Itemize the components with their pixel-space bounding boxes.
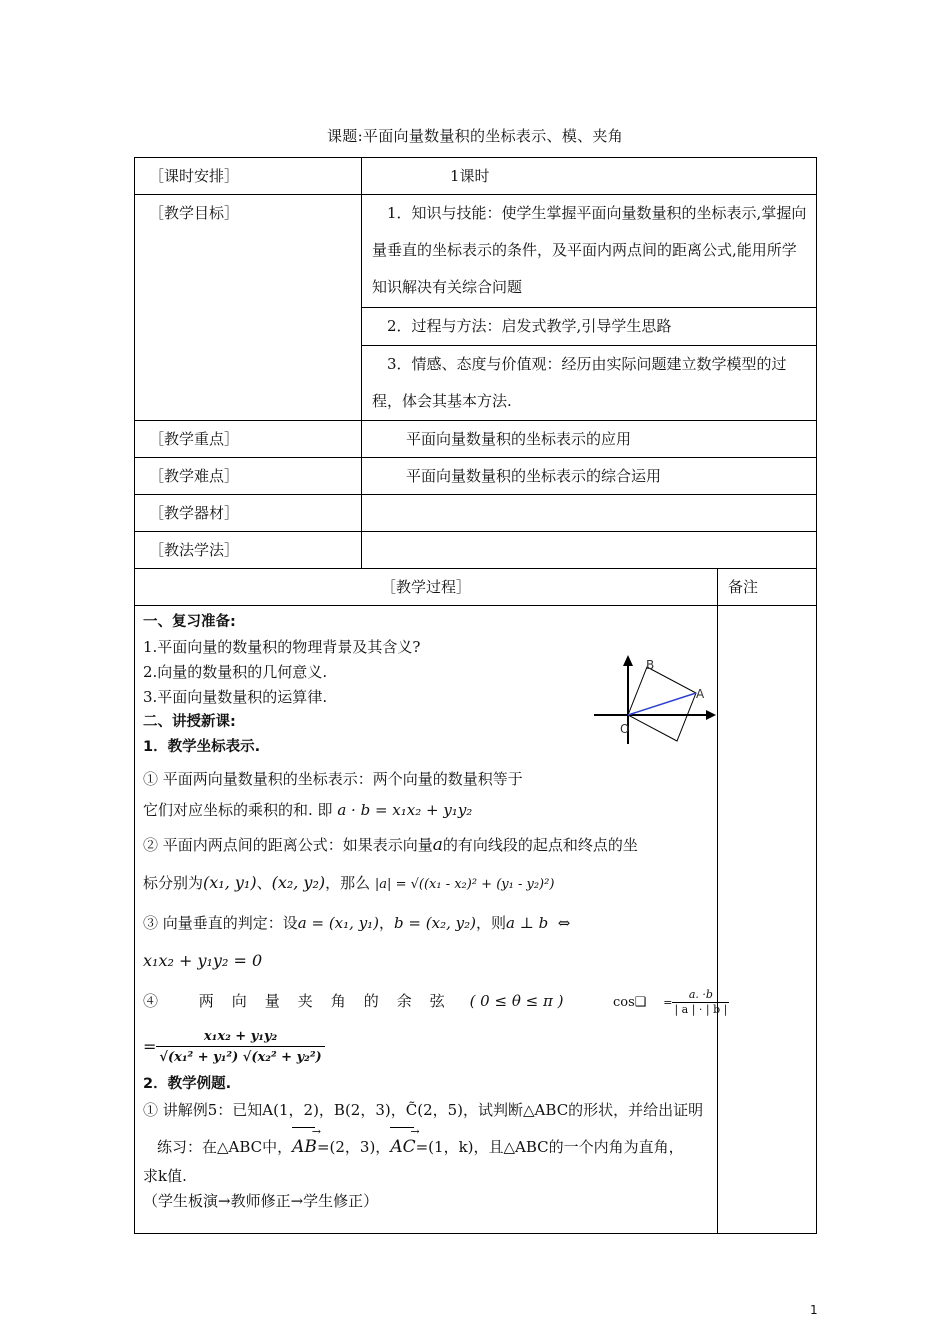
page-number: 1	[810, 1303, 818, 1317]
exercise-tail: 求k值.	[143, 1167, 187, 1185]
p2-text3: 标分别为	[143, 874, 204, 892]
cosine-formula-denominator: √(x₁² + y₁²) √(x₂² + y₂²)	[159, 1049, 322, 1065]
review-item-1: 1.平面向量的数量积的物理背景及其含义?	[143, 638, 421, 656]
cosine-fraction-denominator: | a | · | b |	[674, 1002, 728, 1016]
notes-cell	[718, 606, 817, 1234]
p2-text: ② 平面内两点间的距离公式：如果表示向量	[143, 836, 433, 854]
objective-3: 3．情感、态度与价值观：经历由实际问题建立数学模型的过程，体会其基本方法.	[362, 346, 817, 421]
new-lesson-heading: 二、讲授新课:	[143, 714, 236, 730]
difficulty-label: ［教学难点］	[135, 458, 362, 495]
section1-heading: 1．教学坐标表示.	[143, 739, 261, 755]
exercise-post: =(1，k)，且△ABC的一个内角为直角，	[415, 1138, 684, 1156]
method-label: ［教法学法］	[135, 532, 362, 569]
p2-text2: 的有向线段的起点和终点的坐	[442, 836, 638, 854]
page-title: 课题:平面向量数量积的坐标表示、模、夹角	[326, 127, 624, 145]
objective-1: 1．知识与技能：使学生掌握平面向量数量积的坐标表示,掌握向量垂直的坐标表示的条件，及平面内两点间的距离公式,能用所学知识解决有关综合问题	[362, 195, 817, 308]
vector-ab: AB →	[292, 1124, 317, 1164]
exercise-mid: =(2，3)，	[316, 1138, 391, 1156]
p4-eq: =	[663, 996, 673, 1009]
p4-cos: cos❑	[613, 995, 647, 1010]
key-value: 平面向量数量积的坐标表示的应用	[362, 421, 817, 458]
review-heading: 一、复习准备:	[143, 614, 236, 630]
process-header: ［教学过程］	[135, 569, 718, 606]
process-content: 一、复习准备: 1.平面向量的数量积的物理背景及其含义? 2.向量的数量积的几何意义. 3.平面向量数量积的运算律. 二、讲授新课: 1．教学坐标表示. ① 平面两向量数量积的坐标表示：两个向量的数量积等于 它们对应坐标的乘积的和. 即 a · b = x₁x₂ + y₁y₂ ② 平面内两点间的距离公式：如果表示向量a的有向线段的起点和终点的坐 标分别为(x₁, y₁)、(x₂, y₂)，那么 |a| = √((x₁ - x₂)² + (y₁ - y₂)²) ③ 向量垂直的判定：设a = (x₁, y₁)，b = (x₂, y₂)，则a ⊥ b ⇔ x₁x₂ + y₁y₂ = 0 ④ 两向量夹角的余弦 ( 0 ≤ θ ≤ π ) cos❑ = $\frac{a. \cdot b}{| a | \cdot | b |}$ = $\frac{\text{x₁x₂ + y₁y₂}}{\text{√(x₁² + y₁²) √(x₂² + y₂²)}}$ 2．教学例题. ① 讲解例5：已知A(1，2)，B(2，3)，C̃(2，5)，试判断△ABC的形状，并给出证明 练习：在△ABC中，AB →=(2，3)，AC →=(1，k)，且△ABC的一个内角为直角， 求k值. （学生板演→教师修正→学生修正）	[135, 606, 718, 1234]
exercise-pre: 练习：在△ABC中，	[157, 1138, 293, 1156]
p2-point1: (x₁, y₁)	[203, 873, 257, 892]
method-value	[362, 532, 817, 569]
x-axis-arrow	[706, 710, 716, 720]
vector-oa	[628, 693, 696, 715]
p2-var: a	[432, 835, 443, 855]
key-label: ［教学重点］	[135, 421, 362, 458]
cosine-coordinate-formula	[156, 1028, 324, 1069]
p3-then: ，则	[475, 914, 506, 932]
perpendicular-formula: x₁x₂ + y₁y₂ = 0	[143, 951, 263, 970]
p4-text: ④ 两向量夹角的余弦	[143, 992, 463, 1010]
review-item-3: 3.平面向量数量积的运算律.	[143, 688, 328, 706]
equipment-label: ［教学器材］	[135, 495, 362, 532]
notes-header: 备注	[718, 569, 817, 606]
p3-iff: ⇔	[557, 914, 571, 932]
board-work-note: （学生板演→教师修正→学生修正）	[143, 1192, 379, 1210]
equipment-value	[362, 495, 817, 532]
cosine-formula-numerator: x₁x₂ + y₁y₂	[156, 1028, 324, 1047]
p3-vector-b: b = (x₂, y₂)	[394, 914, 476, 932]
p1-formula: a · b = x₁x₂ + y₁y₂	[337, 801, 473, 819]
cosine-fraction	[672, 988, 729, 1017]
p3-vector-a: a = (x₁, y₁)	[297, 914, 380, 932]
p2-separator: 、	[256, 874, 272, 892]
label-b: B	[646, 658, 655, 672]
p3-perp: a ⊥ b	[505, 914, 549, 932]
schedule-value: 1课时	[362, 158, 817, 195]
p2-point2: (x₂, y₂)	[271, 873, 326, 892]
label-a: A	[696, 687, 705, 701]
difficulty-value: 平面向量数量积的坐标表示的综合运用	[362, 458, 817, 495]
objective-2: 2．过程与方法：启发式教学,引导学生思路	[362, 308, 817, 346]
p4-formula-eq: =	[143, 1037, 157, 1056]
p2-text4: ，那么	[325, 874, 371, 892]
cosine-fraction-numerator: a. ·b	[672, 988, 729, 1003]
p4-range: ( 0 ≤ θ ≤ π )	[469, 992, 564, 1010]
section2-heading: 2．教学例题.	[143, 1076, 232, 1092]
distance-formula: |a| = √((x₁ - x₂)² + (y₁ - y₂)²)	[374, 877, 555, 892]
y-axis-arrow	[623, 655, 633, 666]
p1-text2: 它们对应坐标的乘积的和. 即	[143, 801, 333, 819]
review-item-2: 2.向量的数量积的几何意义.	[143, 663, 328, 681]
p1-text: ① 平面两向量数量积的坐标表示：两个向量的数量积等于	[143, 770, 523, 788]
example-5: ① 讲解例5：已知A(1，2)，B(2，3)，C̃(2，5)，试判断△ABC的形状，并给出证明	[143, 1101, 704, 1119]
vector-diagram	[592, 654, 718, 746]
objectives-label: ［教学目标］	[135, 195, 362, 421]
p3-text: ③ 向量垂直的判定：设	[143, 914, 298, 932]
schedule-label: ［课时安排］	[135, 158, 362, 195]
vector-ac: AC →	[390, 1124, 415, 1164]
label-o: O	[620, 722, 630, 736]
